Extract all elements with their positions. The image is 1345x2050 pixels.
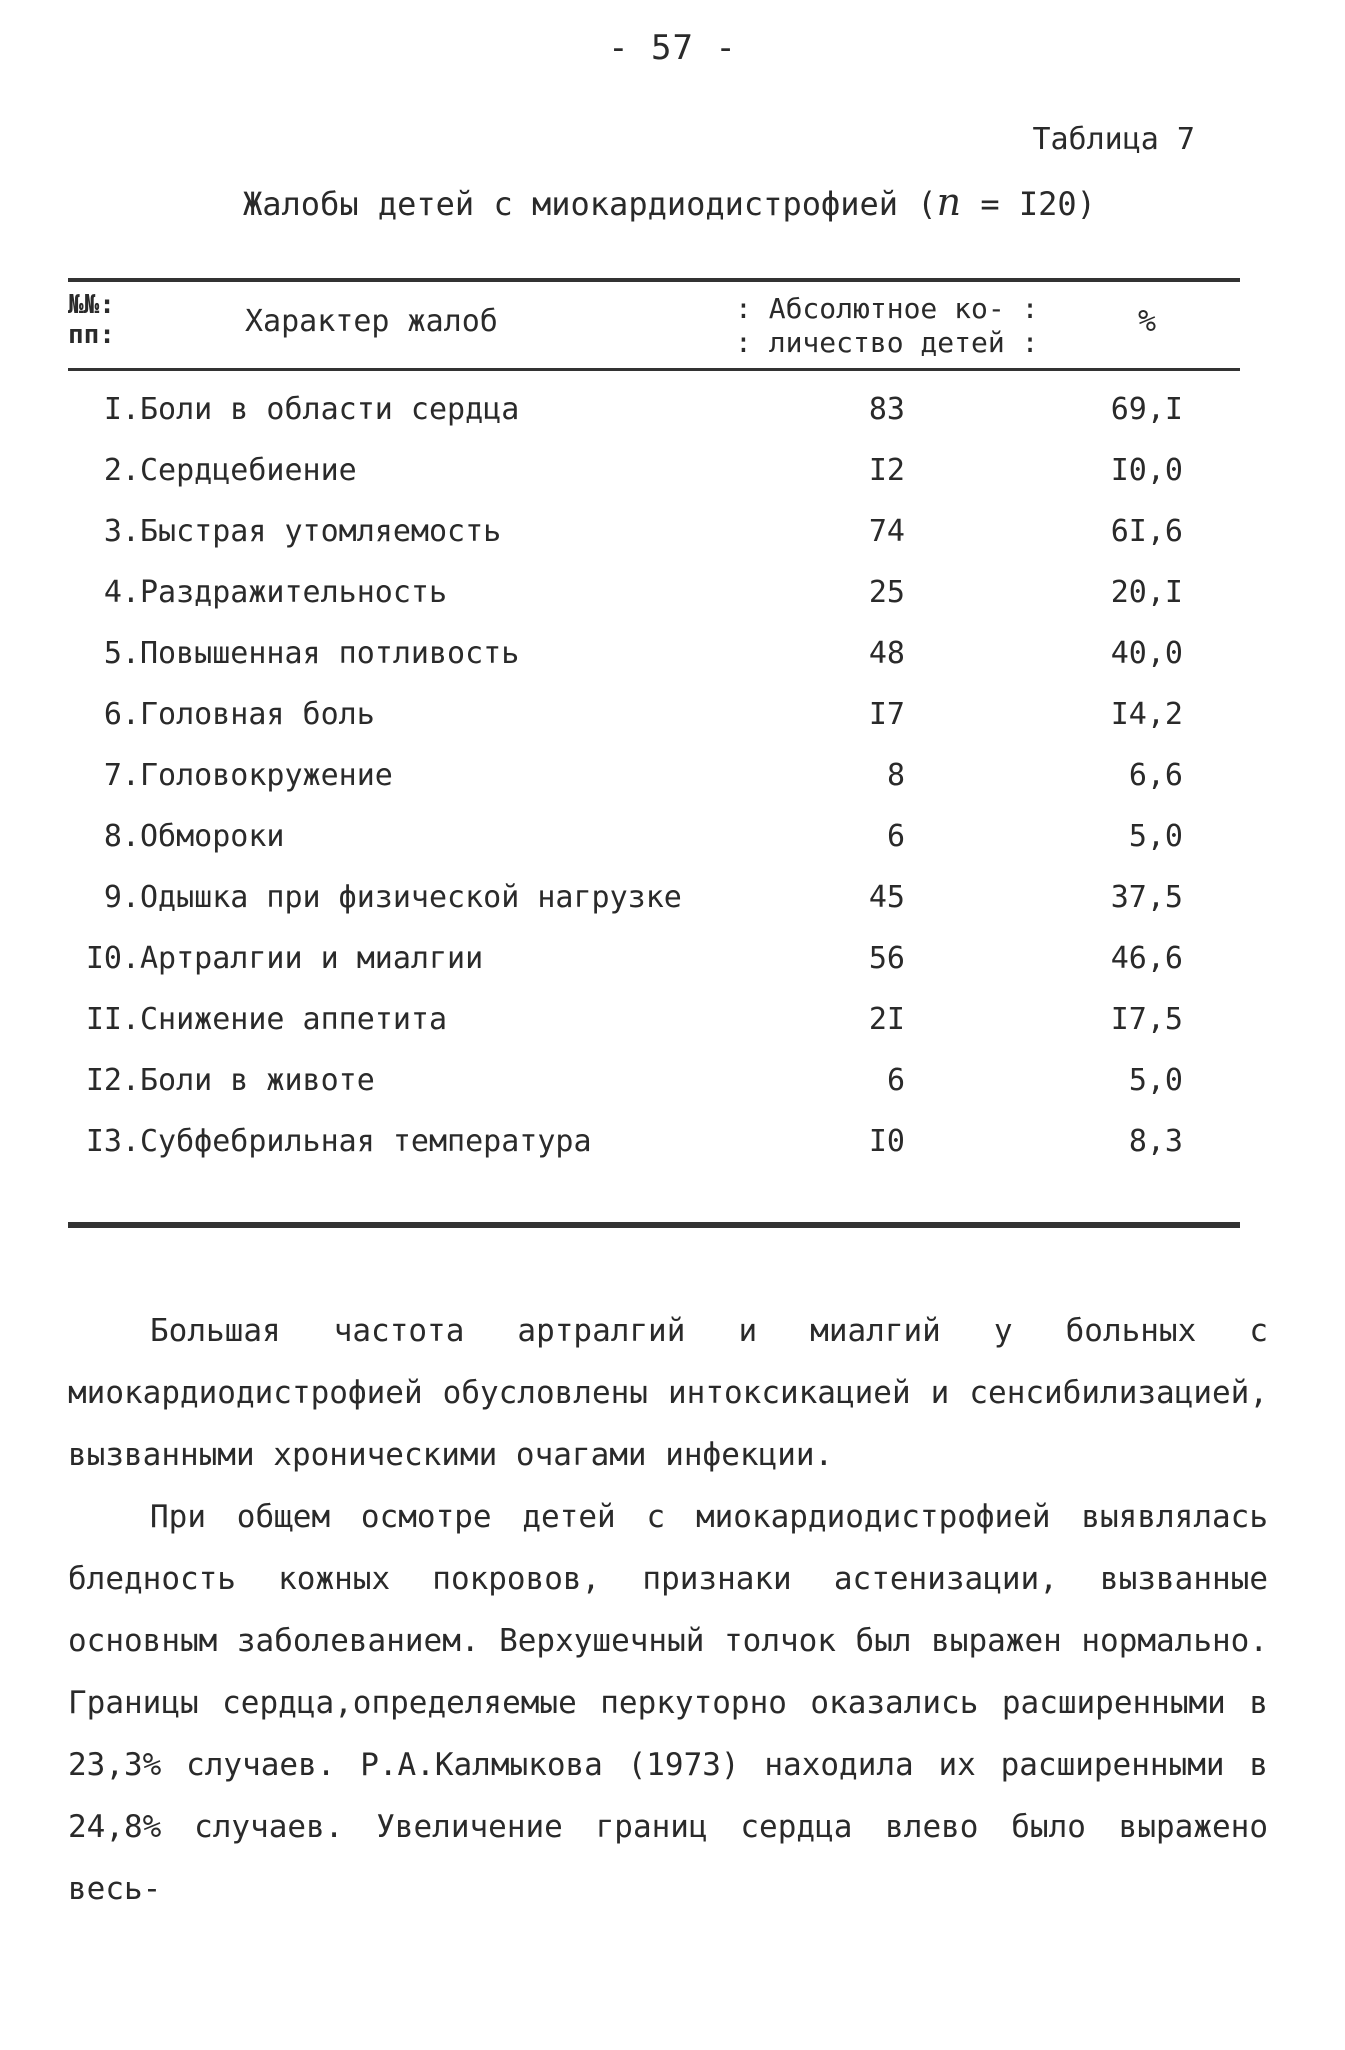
row-complaint: Головная боль <box>140 697 375 732</box>
row-number: 2. <box>103 453 140 488</box>
row-count: 2I <box>868 1002 905 1037</box>
row-number: I0. <box>85 941 140 976</box>
row-complaint: Боли в животе <box>140 1063 375 1098</box>
row-percent: 8,3 <box>1128 1124 1183 1159</box>
table-header-rule <box>68 368 1240 371</box>
row-percent: 6I,6 <box>1110 514 1183 549</box>
row-complaint: Повышенная потливость <box>140 636 520 671</box>
paragraph-1: Большая частота артралгий и миалгий у больных с миокардиодистрофией обусловлены интоксикацией и сенсибилизацией, вызванными хроническими очагами инфекции. <box>68 1313 1268 1473</box>
table-label: Таблица 7 <box>1032 122 1195 157</box>
table-title-prefix: Жалобы детей с миокардиодистрофией ( <box>243 185 937 223</box>
row-percent: I4,2 <box>1110 697 1183 732</box>
row-percent: 5,0 <box>1128 1063 1183 1098</box>
row-number: 9. <box>103 880 140 915</box>
row-percent: 20,I <box>1110 575 1183 610</box>
table-row <box>0 941 1345 991</box>
table-row <box>0 392 1345 442</box>
row-count: I0 <box>868 1124 905 1159</box>
row-percent: 37,5 <box>1110 880 1183 915</box>
table-row <box>0 697 1345 747</box>
row-complaint: Обмороки <box>140 819 285 854</box>
table-top-rule <box>68 278 1240 282</box>
paragraph-2: При общем осмотре детей с миокардиодистрофией выявлялась бледность кожных покровов, признаки астенизации, вызванные основным заболеванием. Верхушечный толчок был выражен нормально. Границы сердца,определяемые перкуторно оказались расширенными в 23,3% случаев. Р.А.Калмыкова (1973) находила их расширенными в 24,8% случаев. Увеличение границ сердца влево было выражено весь- <box>68 1499 1268 1907</box>
row-number: 8. <box>103 819 140 854</box>
row-count: 48 <box>868 636 905 671</box>
row-percent: 5,0 <box>1128 819 1183 854</box>
row-percent: 69,I <box>1110 392 1183 427</box>
header-number-text: №№: пп: <box>68 290 115 350</box>
table-row <box>0 1124 1345 1174</box>
row-complaint: Снижение аппетита <box>140 1002 448 1037</box>
row-complaint: Боли в области сердца <box>140 392 520 427</box>
row-count: 74 <box>868 514 905 549</box>
table-title-suffix: = I20) <box>961 185 1096 223</box>
row-percent: I0,0 <box>1110 453 1183 488</box>
row-complaint: Сердцебиение <box>140 453 357 488</box>
table-row <box>0 514 1345 564</box>
row-count: 83 <box>868 392 905 427</box>
row-complaint: Артралгии и миалгии <box>140 941 484 976</box>
row-number: 4. <box>103 575 140 610</box>
table-row <box>0 575 1345 625</box>
header-number <box>68 290 115 350</box>
table-row <box>0 880 1345 930</box>
table-row <box>0 819 1345 869</box>
table-row <box>0 758 1345 808</box>
table-row <box>0 636 1345 686</box>
table-row <box>0 1063 1345 1113</box>
row-number: II. <box>85 1002 140 1037</box>
row-complaint: Субфебрильная температура <box>140 1124 592 1159</box>
row-complaint: Быстрая утомляемость <box>140 514 502 549</box>
header-character: Характер жалоб <box>245 304 498 339</box>
row-number: I. <box>103 392 140 427</box>
row-percent: I7,5 <box>1110 1002 1183 1037</box>
row-percent: 46,6 <box>1110 941 1183 976</box>
row-count: 8 <box>886 758 905 793</box>
row-count: 25 <box>868 575 905 610</box>
header-percent: % <box>1138 304 1157 339</box>
row-number: 6. <box>103 697 140 732</box>
table-row <box>0 1002 1345 1052</box>
row-complaint: Раздражительность <box>140 575 448 610</box>
header-absolute-count: : Абсолютное ко- : : личество детей : <box>735 292 1039 359</box>
body-text <box>68 1300 1268 1920</box>
page-number: - 57 - <box>608 28 737 68</box>
row-count: I7 <box>868 697 905 732</box>
row-number: 3. <box>103 514 140 549</box>
row-number: 7. <box>103 758 140 793</box>
row-number: I3. <box>85 1124 140 1159</box>
row-count: 6 <box>886 1063 905 1098</box>
table-title-n: n <box>936 180 962 224</box>
row-count: 56 <box>868 941 905 976</box>
row-complaint: Одышка при физической нагрузке <box>140 880 682 915</box>
row-percent: 6,6 <box>1128 758 1183 793</box>
row-complaint: Головокружение <box>140 758 393 793</box>
row-percent: 40,0 <box>1110 636 1183 671</box>
row-count: 45 <box>868 880 905 915</box>
row-count: I2 <box>868 453 905 488</box>
row-number: I2. <box>85 1063 140 1098</box>
row-count: 6 <box>886 819 905 854</box>
table-bottom-rule <box>68 1222 1240 1228</box>
table-title <box>243 180 1096 224</box>
row-number: 5. <box>103 636 140 671</box>
table-row <box>0 453 1345 503</box>
